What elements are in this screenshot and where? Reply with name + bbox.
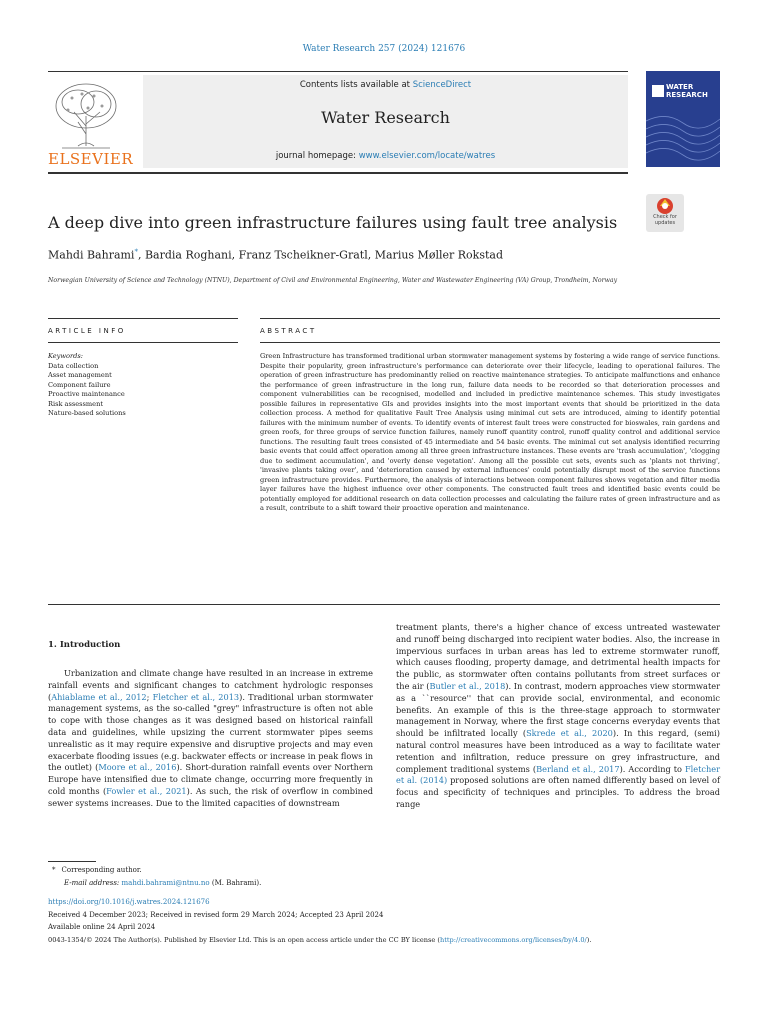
abstract-text: Green Infrastructure has transformed traditional urban stormwater management systems by fostering a wide range of service functions. Despite their popularity, green infrastructure's performance can deteriorate over their lifecycle, leading to operational failures. The operation of green infrastructure has predominantly relied on reactive maintenance strategies. To anticipate malfunctions and enhance the performance of green infrastructure in the long run, failure data needs to be recorded so that deterioration processes and component vulnerabilities can be recognised, modelled and included in predictive maintenance schemes. This study investigates possible failures in representative GIs and provides insights into the most important events that should be prioritized in the data collection process. A method for qualitative Fault Tree Analysis using minimal cut sets are introduced, aiming to identify potential failures with the minimum number of events. To identify events of interest fault trees were constructed for bioswales, rain gardens and green roofs, for three groups of service function failures, namely runoff quantity control, runoff quality control and additional service functions. The resulting fault trees consisted of 45 intermediate and 54 basic events. The minimal cut set analysis identified recurring basic events that could affect operation among all three green infrastructure instances. These events are 'trash accumulation', 'clogging due to sediment accumulation', and 'overly dense vegetation'. Among all the possible cut sets, events such as 'plants not thriving', 'invasive plants taking over', and 'deterioration caused by external influences' could potentially disrupt most of the service functions green infrastructure provides. Furthermore, the analysis of interactions between component failures shows vegetation and filter media layer failures have the highest influence over other components. The constructed fault trees and identified basic events could be potentially employed for additional research on data collection processes and calculating the failure rates of green infrastructure and as a result, contribute to a shift toward their proactive operation and maintenance. xyxy=(260,352,720,512)
corresponding-mark[interactable]: * xyxy=(134,248,138,256)
journal-cover xyxy=(646,71,720,167)
citation-link[interactable]: Butler et al., 2018 xyxy=(429,680,506,691)
email-owner: (M. Bahrami). xyxy=(209,879,262,887)
crossmark-icon[interactable] xyxy=(646,194,684,232)
author-name[interactable]: Bardia Roghani xyxy=(144,248,232,262)
homepage-link[interactable]: www.elsevier.com/locate/watres xyxy=(358,151,496,161)
keyword: Component failure xyxy=(48,380,111,389)
keywords-block xyxy=(48,352,238,419)
abstract-end-rule xyxy=(48,604,720,605)
citation-link[interactable]: Ahiablame et al., 2012 xyxy=(51,691,147,702)
sciencedirect-link[interactable]: ScienceDirect xyxy=(412,80,472,90)
intro-right-column xyxy=(396,622,720,811)
body-text: ). According to xyxy=(619,763,685,774)
author-name[interactable]: Franz Tscheikner-Gratl xyxy=(238,248,368,262)
author-list: Mahdi Bahrami*, Bardia Roghani, Franz Tscheikner-Gratl, Marius Møller Rokstad xyxy=(48,248,503,262)
license-prefix: 0043-1354/© 2024 The Author(s). Published by Elsevier Ltd. This is an open access article under the CC BY license ( xyxy=(48,936,441,944)
citation-link[interactable]: Fletcher et al., 2013 xyxy=(152,691,240,702)
received-dates: Received 4 December 2023; Received in revised form 29 March 2024; Accepted 23 April 2024 xyxy=(48,911,384,919)
section-rule xyxy=(260,318,720,319)
header-top-rule xyxy=(48,71,628,72)
intro-left-column xyxy=(48,668,373,810)
license-suffix: ). xyxy=(586,936,592,944)
corresponding-footnote-mark: * xyxy=(52,866,56,874)
keyword: Asset management xyxy=(48,371,112,379)
journal-citation[interactable]: Water Research 257 (2024) 121676 xyxy=(302,44,466,54)
section-rule xyxy=(48,318,238,319)
header-bottom-rule xyxy=(48,172,628,174)
citation-link[interactable]: Fowler et al., 2021 xyxy=(106,785,187,796)
cover-wave-art xyxy=(646,71,720,167)
keyword: Risk assessment xyxy=(48,399,103,408)
body-text: ; xyxy=(146,691,153,702)
citation-link[interactable]: Moore et al., 2016 xyxy=(98,762,177,773)
body-text: treatment plants, there's a higher chance of excess untreated wastewater and runoff being discharged into recipient water bodies. Also, the increase in impervious surfaces in urban areas has led to extreme stormwater runoff, which causes flooding, property damage, and detrimental health impacts for the public, as stormwater often contains pollutants from street surfaces or the air ( xyxy=(396,622,720,691)
email-footnote xyxy=(64,879,261,887)
citation-link[interactable]: Skrede et al., 2020 xyxy=(526,728,613,739)
body-text: ). In this regard, (semi) natural control measures have been introduced as a way to facilitate water retention and infiltration, reduce pressure on grey infrastructure, and complement traditional systems ( xyxy=(396,728,720,774)
doi-url[interactable]: https://doi.org/10.1016/j.watres.2024.121676 xyxy=(48,898,210,906)
body-text: ). Traditional urban stormwater management systems, as the so-called "grey" infrastructure is often not able to cope with those changes as it was designed based on historical rainfall data and guidelines, while upsizing the current stormwater pipes seems unrealistic as it may require expensive and disruptive projects and may even exacerbate flooding issues (e.g. backwater effects or increase in peak flows in the outlet) ( xyxy=(48,691,374,773)
cover-title: WATER RESEARCH xyxy=(666,83,708,99)
section-rule xyxy=(48,342,238,343)
keyword: Proactive maintenance xyxy=(48,390,125,398)
available-online: Available online 24 April 2024 xyxy=(48,923,156,931)
body-text: ). Short-duration rainfall events over Northern Europe have intensified due to climate change, occurring more frequently in cold months ( xyxy=(48,762,373,796)
contents-prefix: Contents lists available at xyxy=(299,80,413,90)
journal-name: Water Research xyxy=(321,108,450,127)
footnote-rule xyxy=(48,861,96,862)
citation-link[interactable]: Berland et al., 2017 xyxy=(536,763,620,774)
article-title: A deep dive into green infrastructure failures using fault tree analysis xyxy=(48,213,618,232)
doi-link[interactable] xyxy=(48,898,210,906)
body-text: Urbanization and climate change have resulted in an increase in extreme rainfall events and significant changes to catchment hydrologic responses ( xyxy=(48,668,373,702)
citation-link[interactable]: Fletcher et al. (2014) xyxy=(396,763,721,786)
body-text: ). In contrast, modern approaches view stormwater as a ``resource'' that can provide social, environmental, and economic benefits. An example of this is the three-stage approach to stormwater management in Norway, where the first stage concerns everyday events that should be infiltrated locally ( xyxy=(396,680,720,739)
body-text: ). As such, the risk of overflow in combined sewer systems increases. Due to the limited capacities of downstream xyxy=(48,785,373,808)
article-info-heading: ARTICLE INFO xyxy=(48,327,126,335)
affiliation: Norwegian University of Science and Technology (NTNU), Department of Civil and Environmental Engineering, Water and Wastewater Engineering (VA) Group, Trondheim, Norway xyxy=(48,277,618,284)
author-name[interactable]: Marius Møller Rokstad xyxy=(374,248,503,262)
corresponding-footnote xyxy=(48,866,142,874)
license-link[interactable]: http://creativecommons.org/licenses/by/4.0/ xyxy=(440,936,587,944)
keywords-label: Keywords: xyxy=(48,352,83,360)
license-line xyxy=(48,936,591,944)
section-rule xyxy=(260,342,720,343)
abstract-heading: ABSTRACT xyxy=(260,327,317,335)
body-text: proposed solutions are often named differently based on level of focus and specificity of techniques and principles. To address the broad range xyxy=(396,775,720,809)
homepage-prefix: journal homepage: xyxy=(275,151,359,161)
homepage-line xyxy=(143,151,628,161)
keyword: Nature-based solutions xyxy=(48,409,126,417)
crossmark-label[interactable]: Check for updates xyxy=(653,214,677,226)
corresponding-author-label: Corresponding author. xyxy=(61,866,142,874)
contents-line xyxy=(143,80,628,90)
section-heading-introduction: 1. Introduction xyxy=(48,640,121,650)
author-name[interactable]: Mahdi Bahrami xyxy=(48,248,135,262)
elsevier-wordmark: ELSEVIER xyxy=(48,150,134,168)
email-link[interactable]: mahdi.bahrami@ntnu.no xyxy=(121,879,210,887)
email-label: E-mail address: xyxy=(64,879,122,887)
keyword: Data collection xyxy=(48,361,99,370)
